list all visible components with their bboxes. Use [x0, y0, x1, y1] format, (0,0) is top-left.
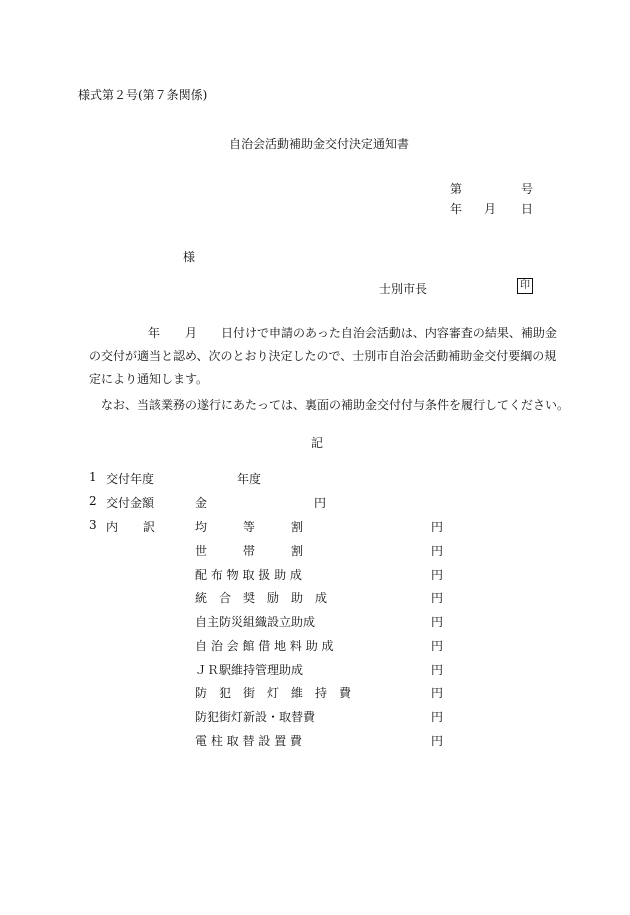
- breakdown-item-label: 統 合 奨 励 助 成: [195, 591, 328, 605]
- ki-heading: 記: [311, 436, 324, 450]
- breakdown-item-unit: 円: [431, 568, 444, 582]
- document-title: 自治会活動補助金交付決定通知書: [229, 137, 410, 151]
- breakdown-item-unit: 円: [431, 663, 444, 677]
- breakdown-label-b: 訳: [143, 520, 156, 534]
- date-day: 日: [521, 202, 534, 216]
- body-line1-year: 年: [148, 326, 161, 340]
- breakdown-item-label: 世 帯 割: [195, 544, 304, 558]
- breakdown-item-unit: 円: [431, 734, 444, 748]
- body-line3: 定により通知します。: [89, 372, 209, 386]
- breakdown-item-label: 配 布 物 取 扱 助 成: [195, 568, 302, 582]
- fiscal-year-unit: 年度: [237, 472, 262, 486]
- item-number: 1: [89, 470, 97, 484]
- breakdown-item-label: ＪＲ駅維持管理助成: [195, 663, 304, 677]
- amount-unit: 円: [314, 496, 327, 510]
- breakdown-item-unit: 円: [431, 686, 444, 700]
- addressee-suffix: 様: [183, 250, 196, 264]
- date-year: 年: [450, 202, 463, 216]
- amount-label: 交付金額: [106, 496, 155, 510]
- breakdown-item-unit: 円: [431, 639, 444, 653]
- document-number-prefix: 第: [450, 182, 463, 196]
- breakdown-item-label: 電 柱 取 替 設 置 費: [195, 734, 302, 748]
- breakdown-item-label: 自 治 会 館 借 地 料 助 成: [195, 639, 334, 653]
- date-month: 月: [484, 202, 497, 216]
- seal-mark: 印: [517, 278, 533, 294]
- form-number-header: 様式第２号(第７条関係): [78, 88, 208, 102]
- issuer-name: 士別市長: [379, 282, 428, 296]
- breakdown-item-unit: 円: [431, 591, 444, 605]
- breakdown-item-label: 防 犯 街 灯 維 持 費: [195, 686, 352, 700]
- breakdown-item-unit: 円: [431, 615, 444, 629]
- item-number: 2: [89, 494, 97, 508]
- amount-prefix: 金: [195, 496, 208, 510]
- fiscal-year-label: 交付年度: [106, 472, 155, 486]
- breakdown-label-a: 内: [106, 520, 119, 534]
- item-number: 3: [89, 518, 97, 532]
- breakdown-item-label: 均 等 割: [195, 520, 304, 534]
- breakdown-item-label: 自主防災組織設立助成: [195, 615, 316, 629]
- body-line4: なお、当該業務の遂行にあたっては、裏面の補助金交付付与条件を履行してください。: [101, 398, 570, 412]
- breakdown-item-unit: 円: [431, 544, 444, 558]
- breakdown-item-label: 防犯街灯新設・取替費: [195, 710, 316, 724]
- breakdown-item-unit: 円: [431, 520, 444, 534]
- body-line1-month: 月: [185, 326, 198, 340]
- body-line1-text: 日付けで申請のあった自治会活動は、内容審査の結果、補助金: [221, 326, 557, 340]
- document-number-suffix: 号: [521, 182, 534, 196]
- breakdown-item-unit: 円: [431, 710, 444, 724]
- body-line2: の交付が適当と認め、次のとおり決定したので、士別市自治会活動補助金交付要綱の規: [89, 349, 557, 363]
